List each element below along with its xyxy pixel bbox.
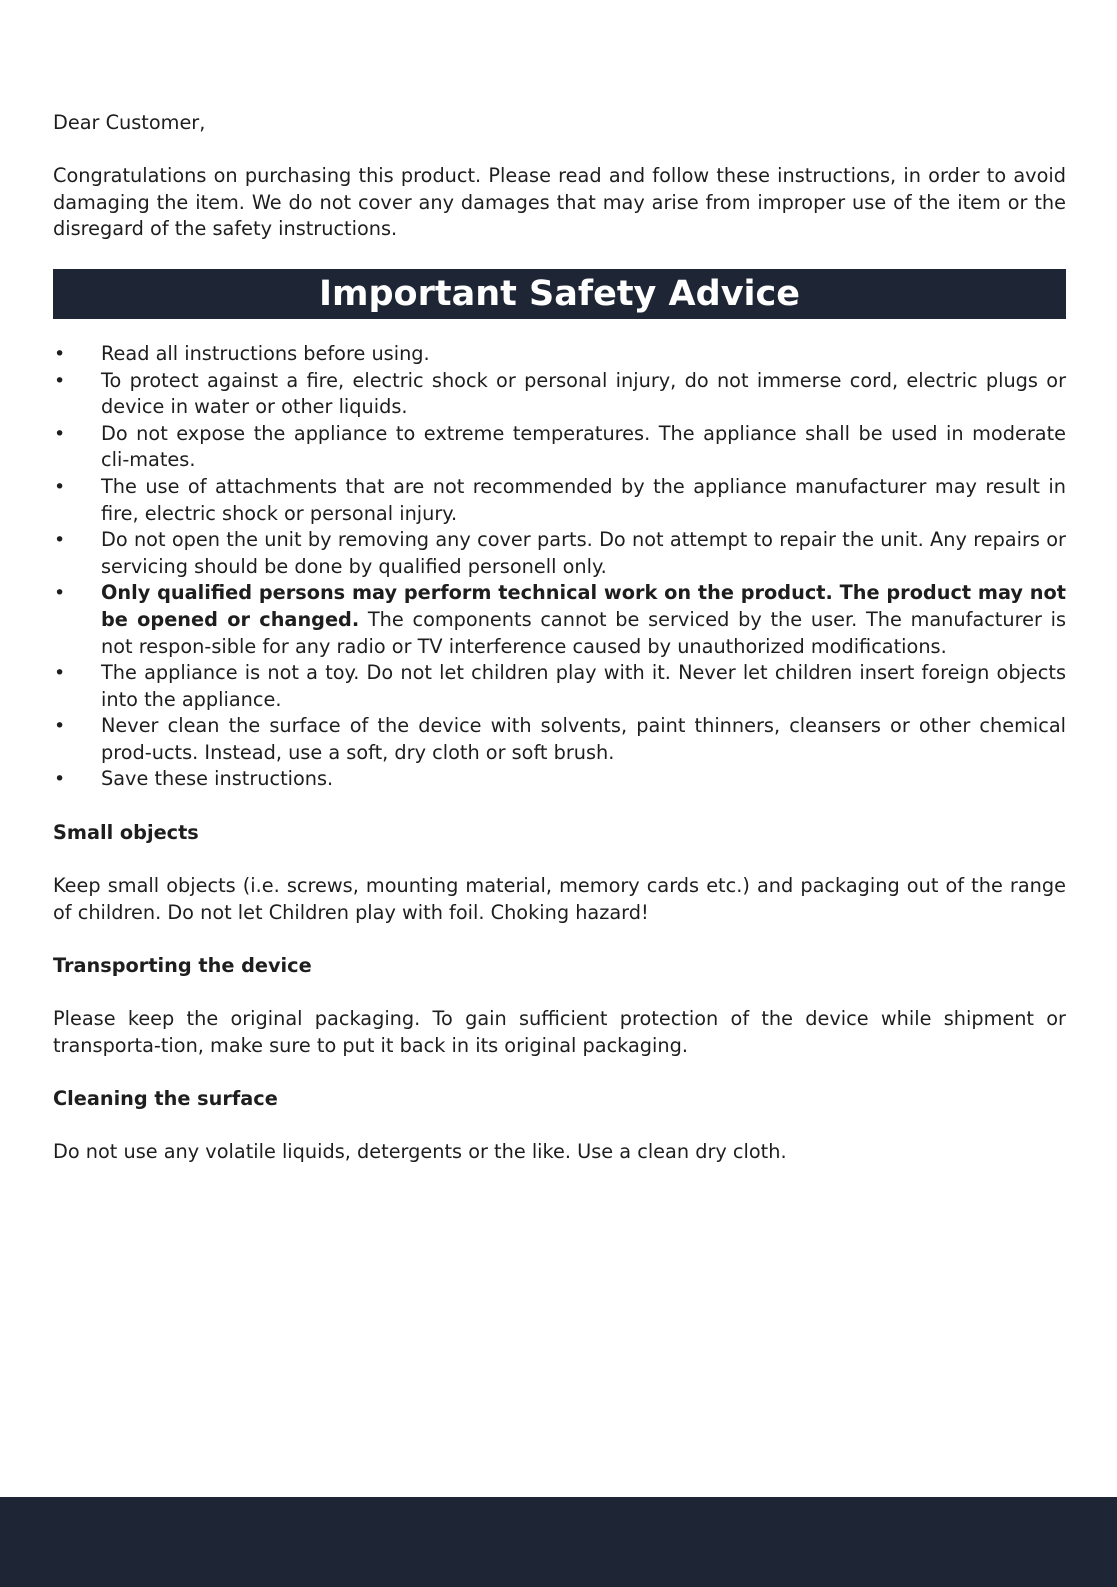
footer-bar [0,1497,1117,1587]
bullet-icon: • [54,369,66,392]
advice-item-text: The use of attachments that are not recommended by the appliance manufacturer may result in fire, electric shock or personal injury. [101,474,1066,525]
section-heading: Small objects [53,821,199,845]
advice-item-text: Never clean the surface of the device with solvents, paint thinners, cleansers or other chemical prod-ucts. Instead, use a soft, dry cloth or soft brush. [101,714,1066,764]
document-page [53,110,1066,1192]
advice-item-text: Do not expose the appliance to extreme temperatures. The appliance shall be used in moderate cli-mates. [101,421,1066,472]
advice-item [53,660,1066,713]
section-text: Please keep the original packaging. To gain sufficient protection of the device while shipment or transporta-tion, make sure to put it back in its original packaging. [53,1007,1066,1057]
section-small-objects [53,820,1066,926]
advice-item [53,766,1066,793]
safety-banner: Important Safety Advice [53,269,1066,319]
advice-item [53,341,1066,368]
advice-item [53,527,1066,580]
intro-paragraph: Congratulations on purchasing this product. Please read and follow these instructions, in order to avoid damaging the item. We do not cover any damages that may arise from improper use of the item or the disregard of the safety instructions. [53,164,1066,241]
advice-item [53,713,1066,766]
bullet-icon: • [54,422,66,445]
section-text: Do not use any volatile liquids, detergents or the like. Use a clean dry cloth. [53,1140,787,1164]
section-heading: Cleaning the surface [53,1087,278,1110]
section-transporting [53,953,1066,1059]
advice-item-text: Do not open the unit by removing any cover parts. Do not attempt to repair the unit. Any repairs or servicing should be done by qualified personell only. [101,528,1066,578]
bullet-icon: • [54,768,66,791]
advice-item [53,421,1066,474]
bullet-icon: • [54,475,66,498]
section-cleaning [53,1086,1066,1166]
section-text: Keep small objects (i.e. screws, mounting material, memory cards etc.) and packaging out of the range of children. Do not let Children play with foil. Choking hazard! [53,874,1066,924]
bullet-icon: • [54,715,66,738]
bullet-icon: • [54,662,66,685]
greeting: Dear Customer, [53,111,206,134]
advice-item-bold: Only qualified persons may perform technical work on the product. The product may not be opened or changed. [101,581,1066,631]
advice-item-text: Read all instructions before using. [101,341,430,365]
advice-item-text: To protect against a fire, electric shock or personal injury, do not immerse cord, electric plugs or device in water or other liquids. [101,368,1066,419]
advice-item [53,474,1066,527]
advice-item [53,368,1066,421]
bullet-icon: • [54,342,66,365]
advice-item [53,580,1066,660]
section-heading: Transporting the device [53,954,312,978]
advice-item-text: Save these instructions. [101,767,334,791]
bullet-icon: • [54,529,66,552]
advice-item-text: The appliance is not a toy. Do not let children play with it. Never let children insert foreign objects into the appliance. [101,661,1066,711]
bullet-icon: • [54,582,66,605]
safety-advice-list [53,341,1066,793]
advice-item-text: The components cannot be serviced by the user. The manufacturer is not respon-sible for any radio or TV interference caused by unauthorized modifications. [101,607,1067,658]
